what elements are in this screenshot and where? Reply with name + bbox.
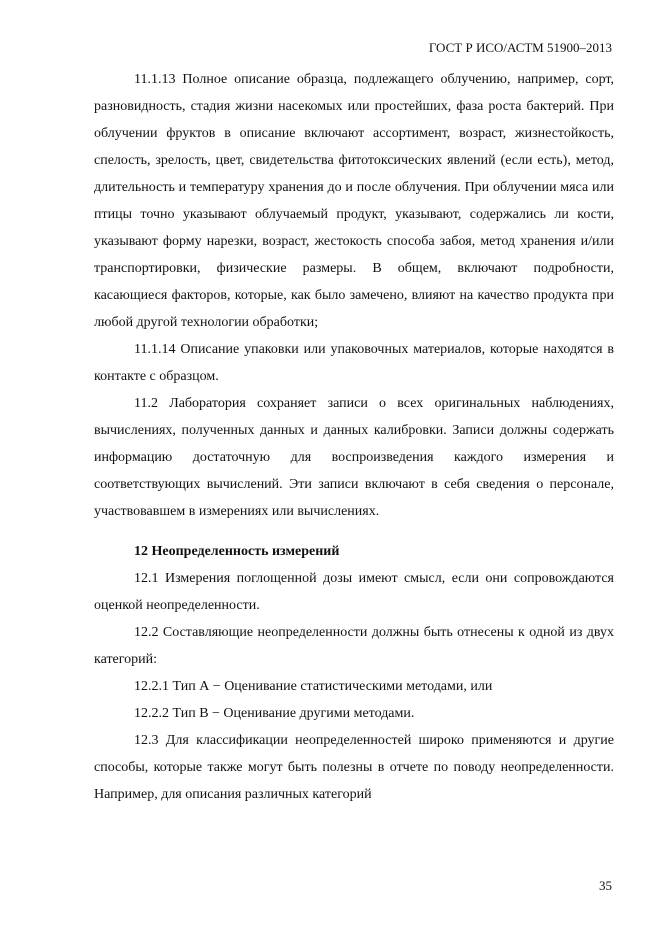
page-number: 35 — [599, 878, 612, 893]
document-body — [94, 66, 614, 808]
paragraph-12-2: 12.2 Составляющие неопределенности должны быть отнесены к одной из двух категорий: — [94, 625, 614, 667]
section-heading-12: 12 Неопределенность измерений — [134, 544, 340, 559]
paragraph-12-2-2: 12.2.2 Тип В − Оценивание другими методами. — [134, 706, 415, 721]
paragraph-11-1-13: 11.1.13 Полное описание образца, подлежащего облучению, например, сорт, разновидность, стадия жизни насекомых или простейших, фаза роста бактерий. При облучении фруктов в описание включают ассортимент, возраст, жизнестойкость, спелость, зрелость, цвет, свидетельства фитотоксических явлений (если есть), метод, длительность и температуру хранения до и после облучения. При облучении мяса или птицы точно указывают облучаемый продукт, указывают, содержались ли кости, указывают форму нарезки, возраст, жестокость способа забоя, метод хранения и/или транспортировки, физические размеры. В общем, включают подробности, касающиеся факторов, которые, как было замечено, влияют на качество продукта при любой другой технологии обработки; — [94, 72, 614, 330]
paragraph-12-3: 12.3 Для классификации неопределенностей широко применяются и другие способы, которые также могут быть полезны в отчете по поводу неопределенности. Например, для описания различных категорий — [94, 733, 614, 802]
paragraph-12-1: 12.1 Измерения поглощенной дозы имеют смысл, если они сопровождаются оценкой неопределенности. — [94, 571, 614, 613]
paragraph-12-2-1: 12.2.1 Тип А − Оценивание статистическими методами, или — [134, 679, 493, 694]
paragraph-11-1-14: 11.1.14 Описание упаковки или упаковочных материалов, которые находятся в контакте с образцом. — [94, 342, 614, 384]
standard-header: ГОСТ Р ИСО/АСТМ 51900–2013 — [428, 40, 612, 55]
paragraph-11-2: 11.2 Лаборатория сохраняет записи о всех оригинальных наблюдениях, вычислениях, полученных данных и данных калибровки. Записи должны содержать информацию достаточную для воспроизведения каждого измерения и соответствующих вычислений. Эти записи включают в себя сведения о персонале, участвовавшем в измерениях или вычислениях. — [94, 396, 614, 519]
